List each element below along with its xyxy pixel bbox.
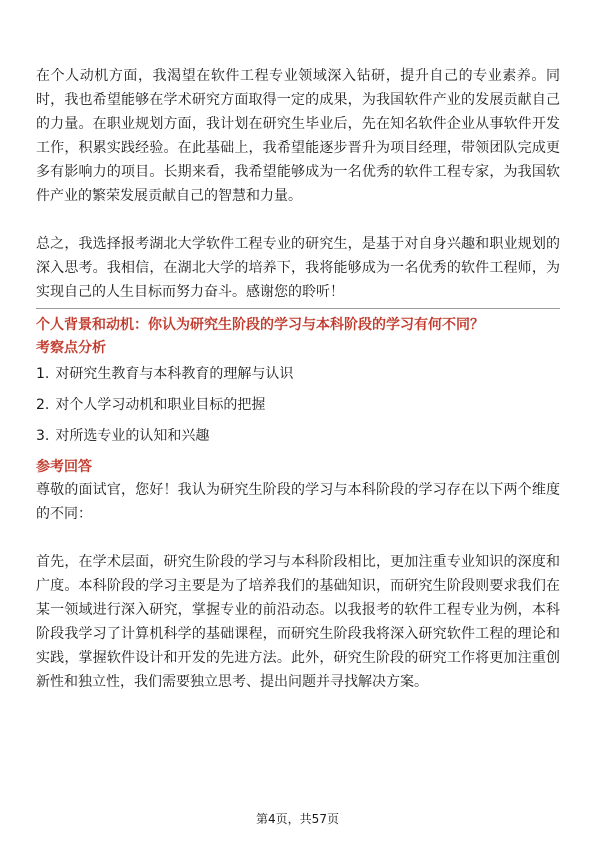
list-item [36,394,560,416]
analysis-heading: 考察点分析 [36,340,106,356]
paragraph-conclusion: 总之，我选择报考湖北大学软件工程专业的研究生，是基于对自身兴趣和职业规划的深入思考。我相信，在湖北大学的培养下，我将能够成为一名优秀的软件工程师，为实现自己的人生目标而努力奋斗。感谢您的聆听！ [36,236,560,300]
list-item [36,363,560,385]
answer-heading: 参考回答 [36,459,92,475]
section-divider [36,308,560,309]
list-item-text: 对个人学习动机和职业目标的把握 [55,397,266,413]
list-item-number: 1. [36,366,50,382]
paragraph-motivation: 在个人动机方面，我渴望在软件工程专业领域深入钻研，提升自己的专业素养。同时，我也希望能够在学术研究方面取得一定的成果，为我国软件产业的发展贡献自己的力量。在职业规划方面，我计划在研究生毕业后，先在知名软件企业从事软件开发工作，积累实践经验。在此基础上，我希望能逐步晋升为项目经理，带领团队完成更多有影响力的项目。长期来看，我希望能够成为一名优秀的软件工程专家，为我国软件产业的繁荣发展贡献自己的智慧和力量。 [36,68,560,204]
question-title: 个人背景和动机：你认为研究生阶段的学习与本科阶段的学习有何不同？ [36,317,484,333]
analysis-list [36,363,560,447]
list-item-text: 对所选专业的认知和兴趣 [55,428,210,444]
page-number-footer: 第4页，共57页 [256,812,339,826]
answer-paragraph-intro: 尊敬的面试官，您好！我认为研究生阶段的学习与本科阶段的学习存在以下两个维度的不同： [36,482,560,522]
page-content [36,64,560,694]
list-item-text: 对研究生教育与本科教育的理解与认识 [55,366,294,382]
list-item-number: 3. [36,428,50,444]
list-item [36,425,560,447]
list-item-number: 2. [36,397,50,413]
answer-paragraph-academic: 首先，在学术层面，研究生阶段的学习与本科阶段相比，更加注重专业知识的深度和广度。本科阶段的学习主要是为了培养我们的基础知识，而研究生阶段则要求我们在某一领域进行深入研究，掌握专业的前沿动态。以我报考的软件工程专业为例，本科阶段我学习了计算机科学的基础课程，而研究生阶段我将深入研究软件工程的理论和实践，掌握软件设计和开发的先进方法。此外，研究生阶段的研究工作将更加注重创新性和独立性，我们需要独立思考、提出问题并寻找解决方案。 [36,554,560,690]
